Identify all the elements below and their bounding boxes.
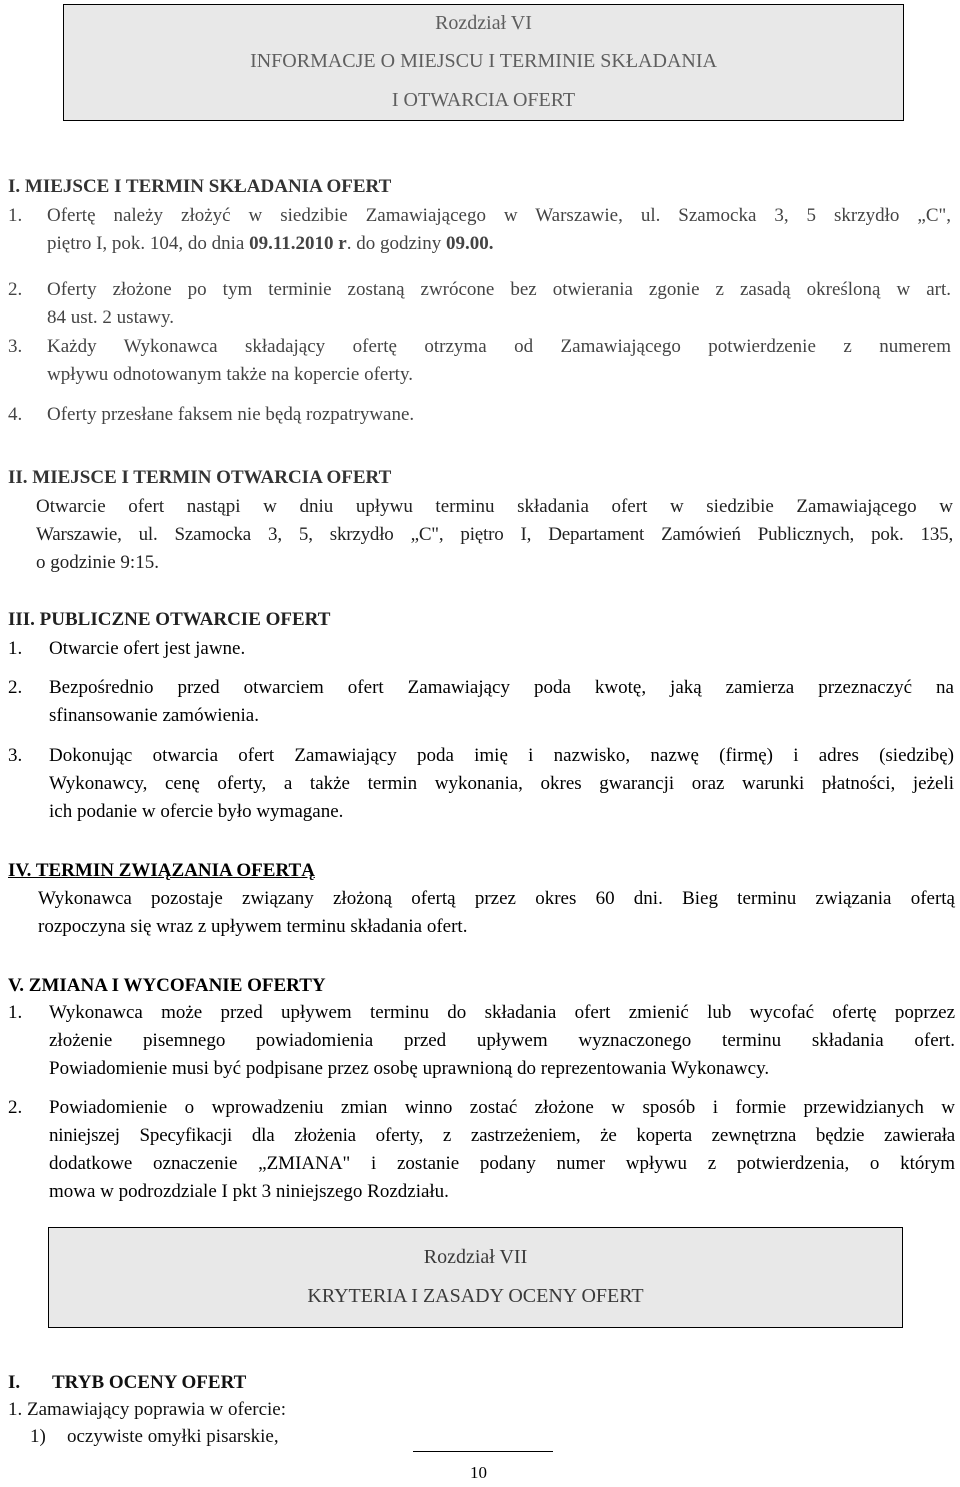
section-heading [8, 1369, 247, 1397]
item-number: 2. [8, 1097, 23, 1118]
paragraph-line: rozpoczyna się wraz z upływem terminu składania ofert. [38, 916, 468, 937]
section-heading: V. ZMIANA I WYCOFANIE OFERTY [8, 975, 326, 996]
chapter-heading-box [63, 4, 904, 121]
chapter-heading: KRYTERIA I ZASADY OCENY OFERT [307, 1285, 644, 1307]
paragraph-line: Warszawie, ul. Szamocka 3, 5, skrzydło „C", piętro I, Departament Zamówień Publicznych, pok. 135, [36, 524, 953, 545]
list-item: 1. Zamawiający poprawia w ofercie: [8, 1399, 287, 1420]
item-text-line: Wykonawcy, cenę oferty, a także termin wykonania, okres gwarancji oraz warunki płatności, jeżeli [49, 773, 954, 794]
item-number: 2. [8, 279, 23, 300]
chapter-heading-line-2: I OTWARCIA OFERT [391, 89, 576, 111]
item-text-line: piętro I, pok. 104, do dnia 09.11.2010 r. do godziny 09.00. [47, 233, 494, 254]
section-heading-number: I. [8, 1372, 21, 1393]
item-number: 1. [8, 638, 23, 659]
item-number: 4. [8, 404, 23, 425]
item-text-line: mowa w podrozdziale I pkt 3 niniejszego Rozdziału. [49, 1181, 449, 1202]
paragraph-line: Wykonawca pozostaje związany złożoną ofertą przez okres 60 dni. Bieg terminu związania ofertą [38, 888, 955, 909]
item-text-line: Oferty złożone po tym terminie zostaną zwrócone bez otwierania zgonie z zasadą określoną w art. [47, 279, 951, 300]
chapter-heading-box [48, 1227, 903, 1328]
deadline-time: 09.00. [445, 233, 494, 254]
item-text-line: Każdy Wykonawca składający ofertę otrzyma od Zamawiającego potwierdzenie z numerem [47, 336, 951, 357]
item-number: 1) [30, 1426, 46, 1447]
item-text-line: Wykonawca może przed upływem terminu do składania ofert zmienić lub wycofać ofertę poprzez [49, 1002, 955, 1023]
item-text-line: ich podanie w ofercie było wymagane. [49, 801, 344, 822]
item-text-line: sfinansowanie zamówienia. [49, 705, 259, 726]
section-heading: II. MIEJSCE I TERMIN OTWARCIA OFERT [8, 467, 392, 488]
deadline-date: 09.11.2010 r [249, 233, 347, 254]
item-text-line: Ofertę należy złożyć w siedzibie Zamawiającego w Warszawie, ul. Szamocka 3, 5 skrzydło „C", [47, 205, 951, 226]
section-heading: I. MIEJSCE I TERMIN SKŁADANIA OFERT [8, 176, 392, 197]
item-text-line: oczywiste omyłki pisarskie, [67, 1426, 279, 1447]
item-text-line: Bezpośrednio przed otwarciem ofert Zamawiający poda kwotę, jaką zamierza przeznaczyć na [49, 677, 954, 698]
item-text-line: Powiadomienie o wprowadzeniu zmian winno zostać złożone w sposób i formie przewidzianych w [49, 1097, 955, 1118]
section-paragraph [38, 885, 955, 941]
paragraph-line: o godzinie 9:15. [36, 552, 159, 573]
item-text-line: złożenie pisemnego powiadomienia przed upływem wyznaczonego terminu składania ofert. [49, 1030, 955, 1051]
item-text-line: Oferty przesłane faksem nie będą rozpatrywane. [47, 404, 415, 425]
chapter-heading-line-1: INFORMACJE O MIEJSCU I TERMINIE SKŁADANIA [250, 50, 717, 72]
section-heading-text: TRYB OCENY OFERT [52, 1372, 247, 1393]
chapter-title: Rozdział VI [435, 12, 532, 34]
section-heading: III. PUBLICZNE OTWARCIE OFERT [8, 609, 331, 630]
item-number: 1. [8, 1002, 23, 1023]
footer-divider [413, 1451, 553, 1452]
paragraph-line: Otwarcie ofert nastąpi w dniu upływu terminu składania ofert w siedzibie Zamawiającego w [36, 496, 953, 517]
item-number: 3. [8, 336, 23, 357]
item-number: 2. [8, 677, 23, 698]
item-text-line: Powiadomienie musi być podpisane przez osobę uprawnioną do reprezentowania Wykonawcy. [49, 1058, 770, 1079]
page-number: 10 [470, 1463, 487, 1482]
item-text-line: Otwarcie ofert jest jawne. [49, 638, 246, 659]
chapter-title: Rozdział VII [423, 1246, 528, 1268]
section-heading: IV. TERMIN ZWIĄZANIA OFERTĄ [8, 860, 315, 881]
item-number: 3. [8, 745, 23, 766]
item-text-line: niniejszej Specyfikacji dla złożenia oferty, z zastrzeżeniem, że koperta zewnętrzna będzie zawierała [49, 1125, 955, 1146]
item-text-line: dodatkowe oznaczenie „ZMIANA" i zostanie podany numer wpływu z potwierdzenia, o którym [49, 1153, 955, 1174]
item-number: 1. [8, 205, 23, 226]
section-paragraph [36, 493, 953, 577]
item-text-line: Dokonując otwarcia ofert Zamawiający poda imię i nazwisko, nazwę (firmę) i adres (siedzibę) [49, 745, 954, 766]
item-text-line: wpływu odnotowanym także na kopercie oferty. [47, 364, 413, 385]
item-text-line: 84 ust. 2 ustawy. [47, 307, 175, 328]
